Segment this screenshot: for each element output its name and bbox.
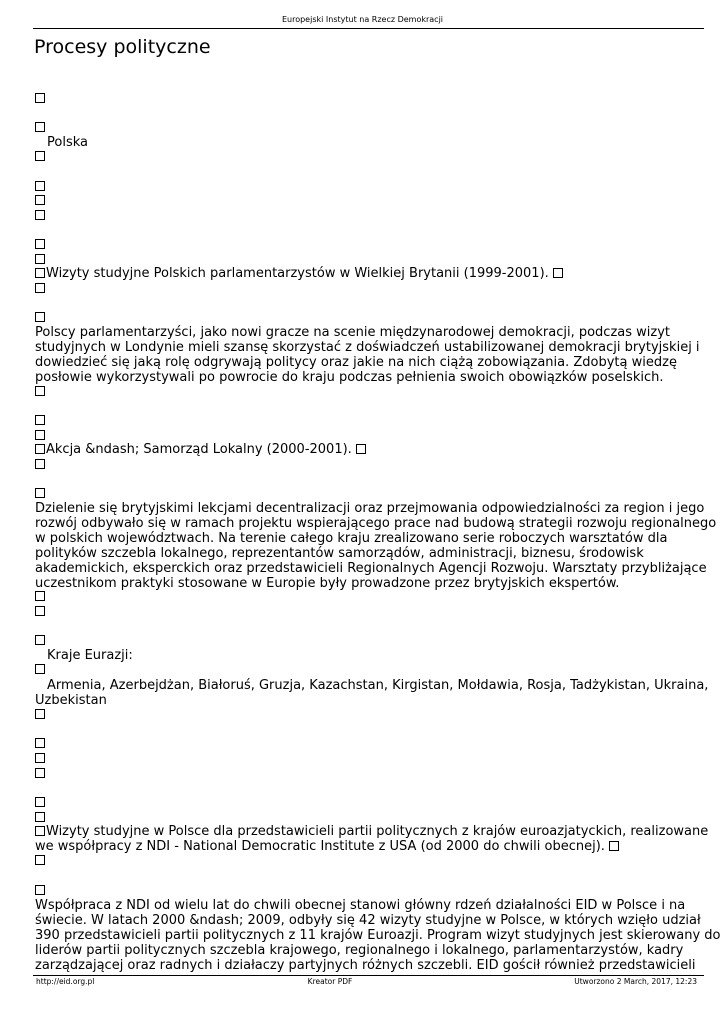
placeholder-glyph	[35, 458, 46, 472]
section-heading	[35, 267, 564, 281]
placeholder-glyph	[35, 209, 46, 223]
section-heading	[35, 443, 367, 457]
paragraph-line: dowiedzieć się jaką rolę odgrywają politycy oraz jakie na nich ciążą zobowiązania. Zdobytą wiedzę	[35, 355, 677, 370]
paragraph-line: 390 przedstawicieli partii politycznych z 11 krajów Euroazji. Program wizyt studyjnych jest skierowany do	[35, 928, 721, 943]
header-divider	[33, 28, 704, 29]
paragraph-line: polityków szczebla lokalnego, reprezentantów samorządów, administracji, biznesu, środowisk	[35, 546, 644, 561]
placeholder-glyph	[35, 752, 46, 766]
placeholder-glyph	[35, 634, 46, 648]
placeholder-glyph	[35, 92, 46, 106]
paragraph-line: rozwój odbywało się w ramach projektu wspierającego prace nad budową strategii rozwoju regionalnego	[35, 516, 717, 531]
placeholder-glyph	[35, 663, 46, 677]
paragraph-line: liderów partii politycznych szczebla krajowego, regionalnego i lokalnego, parlamentarzystów, kadry	[35, 943, 684, 958]
page-title: Procesy polityczne	[34, 36, 211, 58]
placeholder-glyph	[35, 150, 46, 164]
countries-line: Uzbekistan	[35, 693, 107, 708]
paragraph-line: Współpraca z NDI od wielu lat do chwili obecnej stanowi główny rdzeń działalności EID w Polsce i na	[35, 898, 686, 913]
footer-created: Utworzono 2 March, 2017, 12:23	[574, 977, 697, 986]
placeholder-glyph	[35, 180, 46, 194]
placeholder-glyph	[35, 884, 46, 898]
paragraph-line: posłowie wykorzystywali po powrocie do kraju podczas pełnienia swoich obowiązków poselskich.	[35, 370, 664, 385]
country-label: Polska	[47, 135, 88, 150]
placeholder-glyph	[35, 238, 46, 252]
placeholder-glyph	[35, 253, 46, 267]
section-heading-text: Wizyty studyjne w Polsce dla przedstawicieli partii politycznych z krajów euroazjatyckich, realizowane	[46, 824, 709, 839]
section-heading	[35, 825, 708, 839]
placeholder-glyph	[35, 429, 46, 443]
paragraph-line: Dzielenie się brytyjskimi lekcjami decentralizacji oraz przejmowania odpowiedzialności za region i jego	[35, 501, 705, 516]
placeholder-glyph	[35, 605, 46, 619]
paragraph-line: Polscy parlamentarzyści, jako nowi gracze na scenie międzynarodowej demokracji, podczas wizyt	[35, 325, 670, 340]
paragraph-line: studyjnych w Londynie mieli szansę skorzystać z doświadczeń ustabilizowanej demokracji brytyjskiej i	[35, 340, 700, 355]
placeholder-glyph	[35, 854, 46, 868]
placeholder-glyph	[35, 414, 46, 428]
placeholder-glyph	[35, 282, 46, 296]
paragraph-line: w polskich województwach. Na terenie całego kraju zrealizowano serie roboczych warsztatów dla	[35, 531, 668, 546]
placeholder-glyph	[35, 708, 46, 722]
placeholder-glyph	[35, 121, 46, 135]
section-heading-text: Wizyty studyjne Polskich parlamentarzystów w Wielkiej Brytanii (1999-2001).	[46, 266, 549, 281]
section-heading-text: we współpracy z NDI - National Democratic Institute z USA (od 2000 do chwili obecnej).	[35, 839, 605, 854]
paragraph-line: świecie. W latach 2000 &ndash; 2009, odbyły się 42 wizyty studyjne w Polsce, w których wzięło udział	[35, 913, 701, 928]
placeholder-glyph	[35, 811, 46, 825]
footer-divider	[33, 975, 704, 976]
placeholder-glyph	[35, 487, 46, 501]
paragraph-line: zarządzającej oraz radnych i działaczy partyjnych różnych szczebli. EID gościł również przedstawicieli	[35, 958, 696, 973]
placeholder-glyph	[35, 737, 46, 751]
placeholder-glyph	[35, 385, 46, 399]
countries-line: Armenia, Azerbejdżan, Białoruś, Gruzja, Kazachstan, Kirgistan, Mołdawia, Rosja, Tadżykistan, Ukraina,	[47, 678, 709, 693]
section-heading-text: Akcja &ndash; Samorząd Lokalny (2000-2001).	[46, 442, 352, 457]
placeholder-glyph	[35, 796, 46, 810]
footer-generator: Kreator PDF	[307, 977, 353, 986]
region-label: Kraje Eurazji:	[47, 648, 133, 663]
placeholder-glyph	[35, 311, 46, 325]
placeholder-glyph	[35, 590, 46, 604]
running-header: Europejski Instytut na Rzecz Demokracji	[281, 15, 444, 24]
placeholder-glyph	[35, 194, 46, 208]
placeholder-glyph	[35, 767, 46, 781]
section-heading	[35, 840, 620, 854]
footer-url: http://eid.org.pl	[36, 977, 95, 986]
paragraph-line: akademickich, eksperckich oraz przedstawicieli Regionalnych Agencji Rozwoju. Warsztaty przybliżające	[35, 561, 707, 576]
paragraph-line: uczestnikom praktyki stosowane w Europie były prowadzone przez brytyjskich ekspertów.	[35, 576, 620, 591]
